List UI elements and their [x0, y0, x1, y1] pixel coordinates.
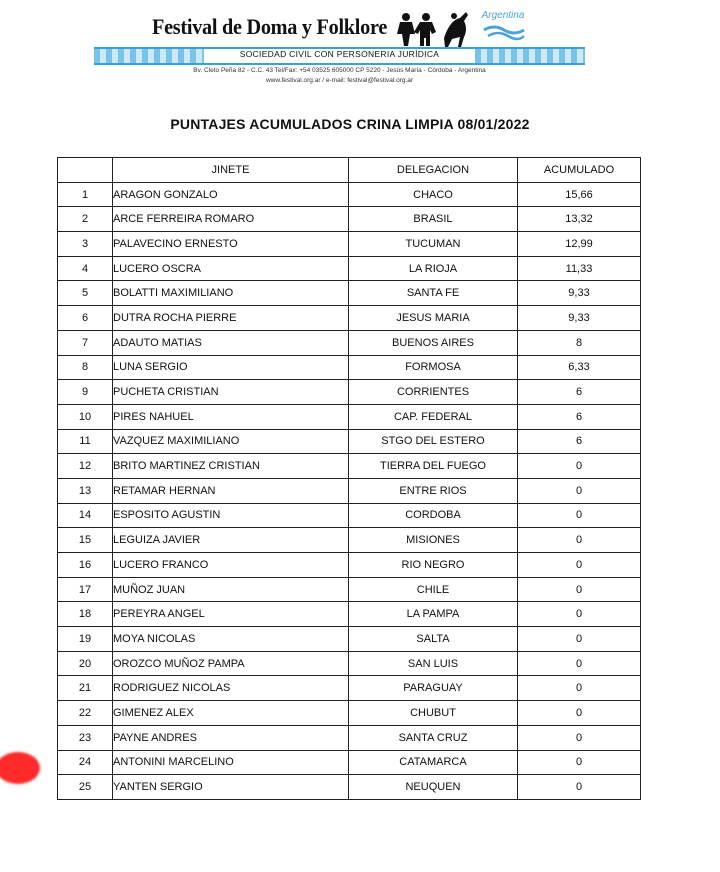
row-delegacion: FORMOSA: [349, 355, 518, 380]
column-header-number: [58, 158, 113, 183]
table-row: [58, 330, 641, 355]
row-jinete: VAZQUEZ MAXIMILIANO: [113, 429, 349, 454]
row-number: 13: [58, 478, 113, 503]
table-row: [58, 627, 641, 652]
row-delegacion: LA PAMPA: [349, 602, 518, 627]
row-number: 23: [58, 725, 113, 750]
festival-title: Festival de Doma y Folklore: [152, 14, 388, 39]
row-delegacion: PARAGUAY: [349, 676, 518, 701]
argentina-wave-logo-icon: [478, 10, 528, 44]
row-acumulado: 0: [518, 676, 641, 701]
row-number: 19: [58, 627, 113, 652]
row-jinete: LUCERO OSCRA: [113, 256, 349, 281]
row-jinete: ANTONINI MARCELINO: [113, 750, 349, 775]
table-row: [58, 454, 641, 479]
row-number: 1: [58, 182, 113, 207]
table-row: [58, 750, 641, 775]
table-row: [58, 775, 641, 800]
row-number: 2: [58, 207, 113, 232]
row-jinete: LEGUIZA JAVIER: [113, 528, 349, 553]
row-delegacion: NEUQUEN: [349, 775, 518, 800]
row-delegacion: SANTA CRUZ: [349, 725, 518, 750]
row-jinete: ESPOSITO AGUSTIN: [113, 503, 349, 528]
table-row: [58, 676, 641, 701]
row-acumulado: 0: [518, 602, 641, 627]
row-delegacion: STGO DEL ESTERO: [349, 429, 518, 454]
row-acumulado: 6: [518, 380, 641, 405]
row-number: 10: [58, 404, 113, 429]
row-acumulado: 0: [518, 478, 641, 503]
row-jinete: ADAUTO MATIAS: [113, 330, 349, 355]
row-number: 25: [58, 775, 113, 800]
row-acumulado: 0: [518, 528, 641, 553]
row-delegacion: RIO NEGRO: [349, 553, 518, 578]
row-acumulado: 8: [518, 330, 641, 355]
row-number: 22: [58, 701, 113, 726]
row-number: 20: [58, 651, 113, 676]
row-delegacion: CORDOBA: [349, 503, 518, 528]
argentina-label: Argentina: [481, 10, 525, 21]
address-line: Bv. Cleto Peña 82 - C.C. 43 Tel/Fax: +54 03525 605000 CP 5220 - Jesús María - Córdoba - Argentina: [193, 67, 486, 74]
column-header-acumulado: ACUMULADO: [518, 158, 641, 183]
table-row: [58, 528, 641, 553]
row-jinete: RETAMAR HERNAN: [113, 478, 349, 503]
row-delegacion: CAP. FEDERAL: [349, 404, 518, 429]
table-row: [58, 380, 641, 405]
table-row: [58, 207, 641, 232]
row-jinete: PALAVECINO ERNESTO: [113, 232, 349, 257]
row-delegacion: BUENOS AIRES: [349, 330, 518, 355]
row-jinete: PAYNE ANDRES: [113, 725, 349, 750]
row-number: 11: [58, 429, 113, 454]
red-annotation-mark: [0, 752, 40, 784]
row-jinete: BOLATTI MAXIMILIANO: [113, 281, 349, 306]
scores-table: [57, 157, 641, 800]
column-header-delegacion: DELEGACION: [349, 158, 518, 183]
row-jinete: DUTRA ROCHA PIERRE: [113, 306, 349, 331]
row-jinete: ARCE FERREIRA ROMARO: [113, 207, 349, 232]
table-row: [58, 355, 641, 380]
row-jinete: LUCERO FRANCO: [113, 553, 349, 578]
row-number: 21: [58, 676, 113, 701]
table-row: [58, 232, 641, 257]
row-acumulado: 0: [518, 725, 641, 750]
row-acumulado: 6: [518, 429, 641, 454]
row-delegacion: SALTA: [349, 627, 518, 652]
table-header-row: [58, 158, 641, 183]
table-row: [58, 306, 641, 331]
row-number: 14: [58, 503, 113, 528]
table-row: [58, 429, 641, 454]
row-acumulado: 12,99: [518, 232, 641, 257]
row-delegacion: TIERRA DEL FUEGO: [349, 454, 518, 479]
table-row: [58, 701, 641, 726]
table-row: [58, 281, 641, 306]
row-delegacion: BRASIL: [349, 207, 518, 232]
row-number: 8: [58, 355, 113, 380]
row-number: 4: [58, 256, 113, 281]
row-number: 17: [58, 577, 113, 602]
row-jinete: LUNA SERGIO: [113, 355, 349, 380]
row-delegacion: CATAMARCA: [349, 750, 518, 775]
row-jinete: MUÑOZ JUAN: [113, 577, 349, 602]
row-jinete: PUCHETA CRISTIAN: [113, 380, 349, 405]
row-acumulado: 0: [518, 701, 641, 726]
row-acumulado: 15,66: [518, 182, 641, 207]
row-acumulado: 13,32: [518, 207, 641, 232]
column-header-jinete: JINETE: [113, 158, 349, 183]
document-title: PUNTAJES ACUMULADOS CRINA LIMPIA 08/01/2022: [170, 116, 530, 132]
row-delegacion: CHILE: [349, 577, 518, 602]
table-row: [58, 602, 641, 627]
row-acumulado: 0: [518, 775, 641, 800]
row-jinete: YANTEN SERGIO: [113, 775, 349, 800]
row-acumulado: 0: [518, 553, 641, 578]
table-row: [58, 725, 641, 750]
row-acumulado: 0: [518, 503, 641, 528]
row-acumulado: 9,33: [518, 306, 641, 331]
row-number: 5: [58, 281, 113, 306]
row-number: 15: [58, 528, 113, 553]
row-delegacion: JESUS MARIA: [349, 306, 518, 331]
row-delegacion: CORRIENTES: [349, 380, 518, 405]
row-delegacion: SANTA FE: [349, 281, 518, 306]
row-acumulado: 0: [518, 454, 641, 479]
row-jinete: ARAGON GONZALO: [113, 182, 349, 207]
row-number: 6: [58, 306, 113, 331]
row-number: 18: [58, 602, 113, 627]
row-number: 3: [58, 232, 113, 257]
row-delegacion: CHUBUT: [349, 701, 518, 726]
row-delegacion: CHACO: [349, 182, 518, 207]
table-row: [58, 553, 641, 578]
table-row: [58, 503, 641, 528]
row-number: 24: [58, 750, 113, 775]
row-acumulado: 9,33: [518, 281, 641, 306]
row-jinete: BRITO MARTINEZ CRISTIAN: [113, 454, 349, 479]
row-jinete: OROZCO MUÑOZ PAMPA: [113, 651, 349, 676]
row-jinete: PEREYRA ANGEL: [113, 602, 349, 627]
row-number: 12: [58, 454, 113, 479]
table-row: [58, 651, 641, 676]
letterhead: [0, 0, 720, 100]
row-acumulado: 6,33: [518, 355, 641, 380]
table-row: [58, 182, 641, 207]
row-acumulado: 6: [518, 404, 641, 429]
table-row: [58, 577, 641, 602]
row-acumulado: 0: [518, 627, 641, 652]
row-delegacion: TUCUMAN: [349, 232, 518, 257]
row-delegacion: LA RIOJA: [349, 256, 518, 281]
row-jinete: PIRES NAHUEL: [113, 404, 349, 429]
row-jinete: RODRIGUEZ NICOLAS: [113, 676, 349, 701]
row-number: 9: [58, 380, 113, 405]
web-email-line: www.festival.org.ar / e-mail: festival@festival.org.ar: [265, 77, 414, 84]
table-row: [58, 478, 641, 503]
row-delegacion: SAN LUIS: [349, 651, 518, 676]
row-acumulado: 0: [518, 577, 641, 602]
rider-dancer-figures-icon: [394, 8, 474, 48]
row-number: 7: [58, 330, 113, 355]
table-row: [58, 256, 641, 281]
row-jinete: GIMENEZ ALEX: [113, 701, 349, 726]
row-number: 16: [58, 553, 113, 578]
row-acumulado: 11,33: [518, 256, 641, 281]
table-row: [58, 404, 641, 429]
row-jinete: MOYA NICOLAS: [113, 627, 349, 652]
row-acumulado: 0: [518, 651, 641, 676]
row-delegacion: MISIONES: [349, 528, 518, 553]
row-delegacion: ENTRE RIOS: [349, 478, 518, 503]
society-label: SOCIEDAD CIVIL CON PERSONERIA JURÍDICA: [239, 49, 440, 59]
row-acumulado: 0: [518, 750, 641, 775]
